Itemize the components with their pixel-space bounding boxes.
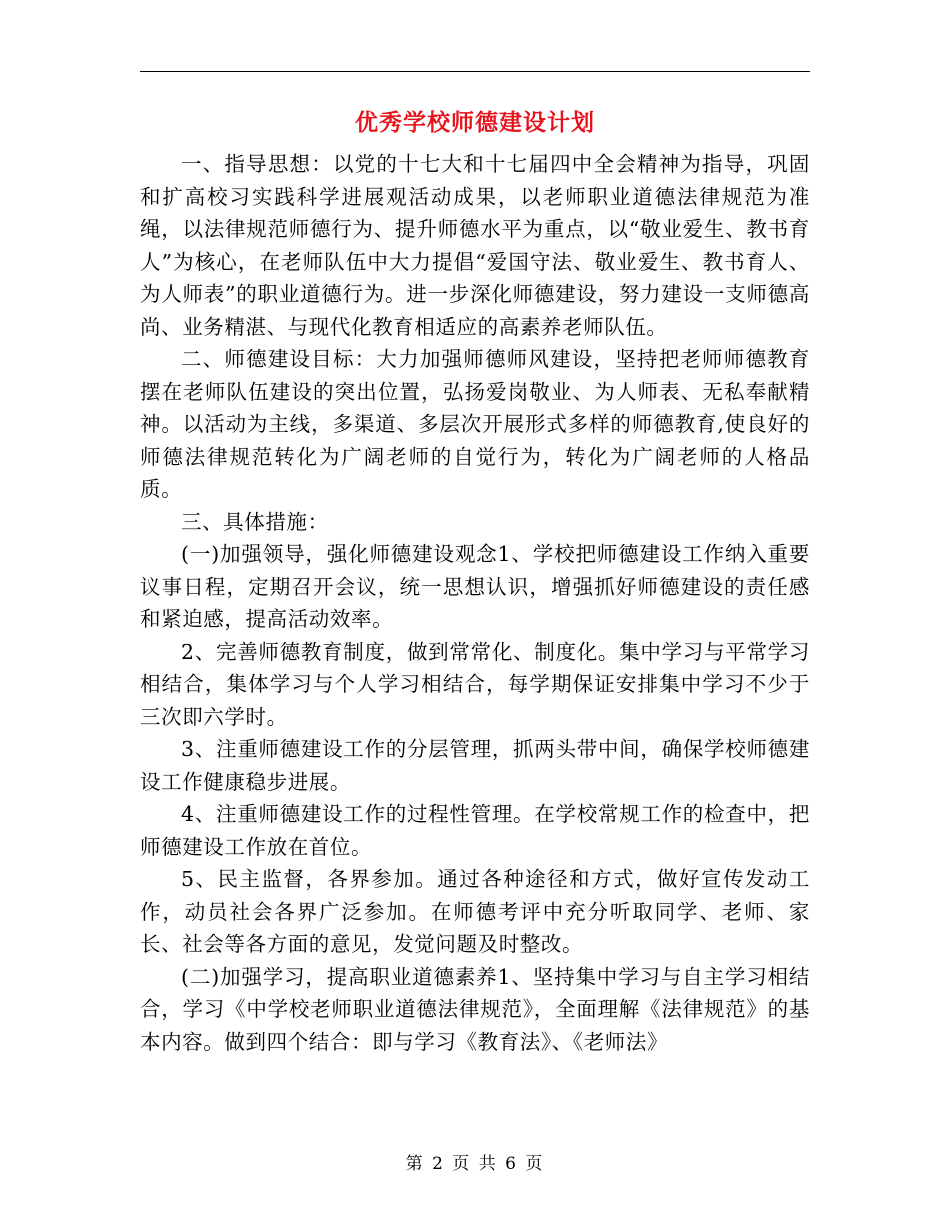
paragraph-measure-layered-management: 3、注重师德建设工作的分层管理，抓两头带中间，确保学校师德建设工作健康稳步进展。 [140, 737, 810, 794]
paragraph-guiding-ideology: 一、指导思想：以党的十七大和十七届四中全会精神为指导，巩固和扩高校习实践科学进展观活动成果，以老师职业道德法律规范为准绳，以法律规范师德行为、提升师德水平为重点，以“敬业爱生、教书育人”为核心，在老师队伍中大力提倡“爱国守法、敬业爱生、教书育人、为人师表”的职业道德行为。进一步深化师德建设，努力建设一支师德高尚、业务精湛、与现代化教育相适应的高素养老师队伍。 [140, 152, 810, 339]
paragraph-measure-leadership: (一)加强领导，强化师德建设观念1、学校把师德建设工作纳入重要议事日程，定期召开会议，统一思想认识，增强抓好师德建设的责任感和紧迫感，提高活动效率。 [140, 542, 810, 631]
paragraph-construction-goal: 二、师德建设目标：大力加强师德师风建设，坚持把老师师德教育摆在老师队伍建设的突出位置，弘扬爱岗敬业、为人师表、无私奉献精神。以活动为主线，多渠道、多层次开展形式多样的师德教育,使良好的师德法律规范转化为广阔老师的自觉行为，转化为广阔老师的人格品质。 [140, 347, 810, 501]
paragraph-measure-education-system: 2、完善师德教育制度，做到常常化、制度化。集中学习与平常学习相结合，集体学习与个人学习相结合，每学期保证安排集中学习不少于三次即六学时。 [140, 639, 810, 729]
page-number: 第 2 页 共 6 页 [405, 1154, 545, 1174]
paragraph-measure-strengthen-study: (二)加强学习，提高职业道德素养1、坚持集中学习与自主学习相结合，学习《中学校老师职业道德法律规范》，全面理解《法律规范》的基本内容。做到四个结合：即与学习《教育法》、《老师法》 [140, 964, 810, 1054]
document-title: 优秀学校师德建设计划 [355, 109, 595, 136]
header-rule [140, 71, 810, 72]
paragraph-measure-democratic-supervision: 5、民主监督，各界参加。通过各种途径和方式，做好宣传发动工作，动员社会各界广泛参加。在师德考评中充分听取同学、老师、家长、社会等各方面的意见，发觉问题及时整改。 [140, 867, 810, 956]
document-body [140, 148, 810, 1058]
paragraph-measures-heading: 三、具体措施： [181, 509, 329, 534]
paragraph-measure-process-management: 4、注重师德建设工作的过程性管理。在学校常规工作的检查中，把师德建设工作放在首位。 [140, 802, 810, 859]
